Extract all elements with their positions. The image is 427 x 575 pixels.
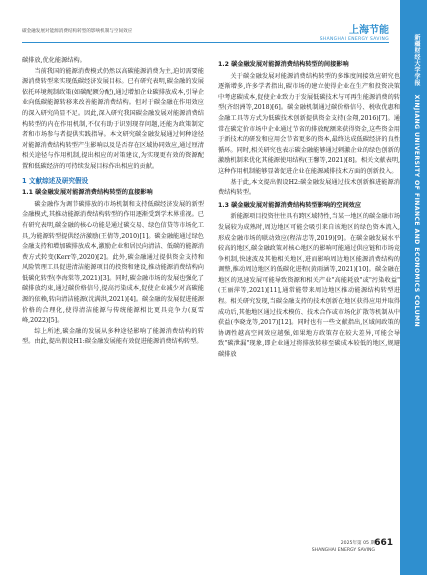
left-column — [22, 56, 204, 348]
page-footer — [312, 540, 375, 554]
sidebar-label-en: XINJIANG UNIVERSITY OF FINANCE AND ECONOMICS COLUMN — [413, 94, 420, 328]
article-header-title: 碳金融发展对能源消费结构转型的影响机制与空间效应 — [22, 29, 133, 34]
paragraph: 综上所述,碳金融的发展从多种途径影响了能源消费结构的转型。由此,提出假设H1:碳金融发展能有效促进能源消费结构转型。 — [22, 327, 204, 346]
paragraph: 碳金融作为调节碳排放的市场机制和支持低碳经济发展的新型金融模式,其推动能源消费结构转型的作用逐渐受到学术界重视。已有研究表明,碳金融的核心功能是通过碳交易、绿色信贷等市场化工具,为能源转型提供经济激励(王倩等,2010)[1]。碳金融能通过绿色金融支持和增加碳排放成本,激励企业和居民向清洁、低碳的能源消费方式转变(Kerr等,2020)[2]。此外,碳金融通过提供资金支持和风险管理工具促进清洁能源项目的投资和建设,推动能源消费结构向低碳化转型(李海棠等,2021)[3]。同时,碳金融市场的发展也强化了碳排放约束,通过碳价格信号,提高污染成本,促使企业减少对高碳能源的依赖,转向清洁能源(沈满洪,2021)[4]。碳金融的发展促进能源价格的合理化,使得清洁能源与传统能源相比更具竞争力(夏雪峰,2022)[5]。 — [22, 200, 204, 325]
issue-label: 2025年第 05 期 — [340, 541, 375, 546]
journal-brand — [320, 21, 389, 42]
right-column — [218, 58, 400, 361]
journal-brand-en: SHANGHAI ENERGY SAVING — [319, 37, 389, 42]
paragraph: 新能源项目投资往往具有跨区域特性,当某一地区的碳金融市场发展较为成熟时,周边地区可能会吸引来自该地区的绿色资本流入,形成金融市场的联动效应(程洁忠等,2019)[9]。在碳金融发展水平较高的地区,碳金融政策对核心地区的影响可能通过供应链和市场竞争机制,快速波及其他相关地区,进而影响周边地区能源消费结构的调整,推动周边地区的低碳化进程(黄雨涵等,2021)[10]。碳金融在地区的迅速发展可能导致资源和相关产业"高能耗放"或"污染收益"(王丽萍等,2021)[11],通常能带来周边地区推动能源结构转型进程。相关研究发现,当碳金融支持的技术创新在地区获得应用并取得成功后,其他地区通过技术模仿、技术合作或市场化扩散等机制从中获益(李晓龙等,2017)[12]。同时也有一些文献指出,区域间政策的协调性越高空间效应越强,如果地方政策存在较大差异,可能会导致"碳泄漏"现象,即企业通过将排放转移至碳成本较低的地区,规避碳排放 — [218, 213, 400, 359]
paragraph: 关于碳金融发展对能源消费结构转型的多维度间接效应研究也逐渐增多,许多学者指出,碳市场的建立使得企业在生产和投资决策中考虑碳成本,促使企业致力于发展低碳技术与可再生能源消费的转型(齐绍洲等,2018)[6]。碳金融机制通过碳价格信号、税收优惠和金融工具等方式为低碳技术创新提供资金支持(金翔,2016)[7]。通常在碳定价市场中企业通过节省的排放配额来获得资金,这些资金用于新技术的研发和应用会节省更多的资本,最终达成低碳经济的良性循环。同时,相关研究也表示碳金融能够通过刺激企业的绿色创新的激励机制来优化其能源使用结构(王馨等,2021)[8]。相关文献表明,这种作用机制能够显著促进企业在能源减排技术方面的创新投入。 — [218, 72, 400, 175]
paragraph: 当前我国的能源消费模式仍然以高碳能源消费为主,迫切需要能源消费转型来实现低碳经济发展目标。已有研究表明,碳金融的发展依托环境规制政策(如碳配额分配),通过增加企业碳排放成本,引导企业向低碳能源转移来改善能源消费结构。但对于碳金融在作用效应的深入研究尚显不足。因此,深入研究我国碳金融发展对能源消费结构转型的内在作用机制,不仅有助于识别现存问题,还能为政策制定者和市场参与者提供实践指导。本文研究碳金融发展通过何种途径对能源消费结构转型产生影响以及是否存在区域协同效应,通过厘清相关途径与作用机制,提出相应的对策建议,为实现更有效的资源配置和低碳经济的可持续发展目标作出相应的贡献。 — [22, 67, 205, 170]
paragraph: 基于此,本文提出假设H2:碳金融发展通过技术创新推进能源消费结构转型。 — [218, 178, 400, 197]
subsection-heading: 1.3 碳金融发展对能源消费结构转型影响的空间效应 — [218, 201, 362, 209]
journal-name-en: SHANGHAI ENERGY SAVING — [311, 548, 375, 553]
header-rule — [22, 42, 389, 43]
sidebar-label-cn: 新疆财经大学学报 — [413, 34, 420, 86]
subsection-heading: 1.2 碳金融发展对能源消费结构转型的间接影响 — [218, 61, 349, 68]
column-sidebar — [400, 0, 427, 575]
page-number: 661 — [374, 538, 393, 548]
journal-brand-cn: 上海节能 — [349, 25, 389, 36]
subsection-heading: 1.1 碳金融发展对能源消费结构转型的直接影响 — [22, 189, 153, 197]
sidebar-label — [412, 34, 421, 327]
paragraph: 碳排放,优化能源结构。 — [22, 57, 86, 64]
section-heading: 1 文献综述及研究假设 — [22, 176, 89, 185]
